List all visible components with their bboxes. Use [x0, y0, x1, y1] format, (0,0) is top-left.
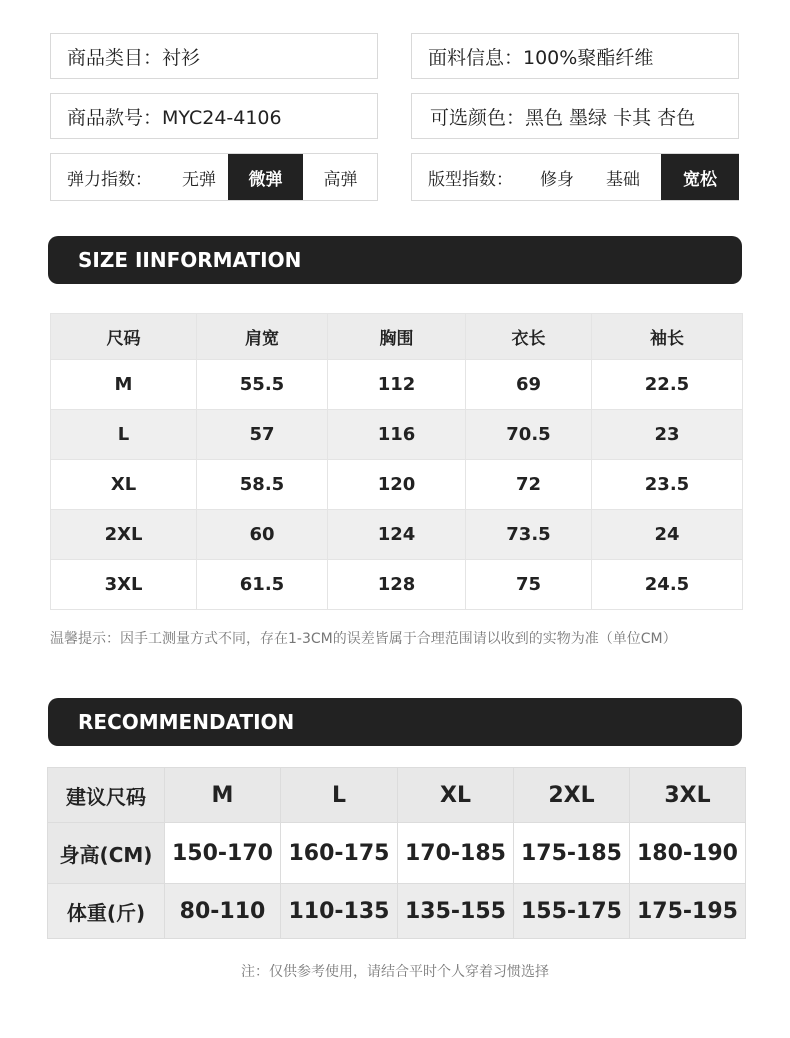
table-cell: 69 — [466, 360, 592, 410]
table-row — [48, 884, 746, 939]
table-cell: 23.5 — [592, 460, 743, 510]
table-cell: 60 — [197, 510, 328, 560]
table-cell: 24 — [592, 510, 743, 560]
table-cell: M — [51, 360, 197, 410]
table-cell: 155-175 — [514, 884, 630, 939]
elasticity-option-none: 无弹 — [182, 169, 216, 190]
table-cell: 73.5 — [466, 510, 592, 560]
recommendation-banner — [48, 698, 742, 746]
table-cell: 124 — [328, 510, 466, 560]
table-cell: L — [281, 768, 398, 823]
table-cell: 120 — [328, 460, 466, 510]
elasticity-label: 弹力指数： — [67, 169, 152, 190]
table-cell: 72 — [466, 460, 592, 510]
table-row — [51, 560, 743, 610]
size-table-header — [51, 314, 743, 360]
fit-index — [411, 153, 739, 201]
fit-option-loose: 宽松 — [661, 154, 739, 200]
measurement-note: 温馨提示：因手工测量方式不同，存在1-3CM的误差皆属于合理范围请以收到的实物为准（单位CM） — [50, 631, 677, 647]
header-size: 尺码 — [51, 314, 197, 360]
row-header-size: 建议尺码 — [48, 768, 165, 823]
table-cell: 135-155 — [398, 884, 514, 939]
header-sleeve: 袖长 — [592, 314, 743, 360]
table-cell: M — [165, 768, 281, 823]
table-cell: 180-190 — [630, 823, 746, 884]
table-cell: 2XL — [514, 768, 630, 823]
fit-label: 版型指数： — [428, 169, 513, 190]
table-cell: 80-110 — [165, 884, 281, 939]
header-chest: 胸围 — [328, 314, 466, 360]
table-row — [51, 360, 743, 410]
table-cell: 70.5 — [466, 410, 592, 460]
table-cell: 23 — [592, 410, 743, 460]
table-cell: 55.5 — [197, 360, 328, 410]
size-table — [50, 313, 743, 610]
table-cell: XL — [398, 768, 514, 823]
colors-info — [411, 93, 739, 139]
fabric-text: 面料信息：100%聚酯纤维 — [428, 46, 654, 69]
table-cell: 24.5 — [592, 560, 743, 610]
table-cell: 110-135 — [281, 884, 398, 939]
elasticity-index — [50, 153, 378, 201]
fit-option-regular: 基础 — [606, 169, 640, 190]
size-info-banner — [48, 236, 742, 284]
table-row — [48, 823, 746, 884]
table-cell: 128 — [328, 560, 466, 610]
table-cell: 175-185 — [514, 823, 630, 884]
table-cell: 57 — [197, 410, 328, 460]
table-cell: 150-170 — [165, 823, 281, 884]
recommendation-note: 注：仅供参考使用，请结合平时个人穿着习惯选择 — [241, 964, 549, 980]
table-cell: 2XL — [51, 510, 197, 560]
header-shoulder: 肩宽 — [197, 314, 328, 360]
table-row — [48, 768, 746, 823]
header-length: 衣长 — [466, 314, 592, 360]
table-cell: 22.5 — [592, 360, 743, 410]
recommendation-title: RECOMMENDATION — [78, 710, 295, 734]
elasticity-option-high: 高弹 — [323, 169, 358, 190]
model-text: 商品款号：MYC24-4106 — [67, 106, 282, 129]
fabric-info — [411, 33, 739, 79]
recommendation-table — [47, 767, 746, 939]
model-info — [50, 93, 378, 139]
table-cell: 160-175 — [281, 823, 398, 884]
table-cell: 116 — [328, 410, 466, 460]
table-cell: 175-195 — [630, 884, 746, 939]
table-cell: 112 — [328, 360, 466, 410]
colors-text: 可选颜色：黑色 墨绿 卡其 杏色 — [430, 106, 696, 129]
elasticity-option-slight: 微弹 — [228, 154, 303, 200]
table-cell: 3XL — [630, 768, 746, 823]
category-info — [50, 33, 378, 79]
table-row — [51, 510, 743, 560]
category-text: 商品类目：衬衫 — [67, 46, 201, 69]
fit-option-slim: 修身 — [540, 169, 574, 190]
table-row — [51, 460, 743, 510]
table-cell: 75 — [466, 560, 592, 610]
table-row — [51, 410, 743, 460]
row-header-height: 身高(CM) — [48, 823, 165, 884]
size-info-title: SIZE IINFORMATION — [78, 248, 302, 272]
table-cell: L — [51, 410, 197, 460]
table-cell: XL — [51, 460, 197, 510]
table-cell: 61.5 — [197, 560, 328, 610]
table-cell: 170-185 — [398, 823, 514, 884]
table-cell: 3XL — [51, 560, 197, 610]
row-header-weight: 体重(斤) — [48, 884, 165, 939]
table-cell: 58.5 — [197, 460, 328, 510]
